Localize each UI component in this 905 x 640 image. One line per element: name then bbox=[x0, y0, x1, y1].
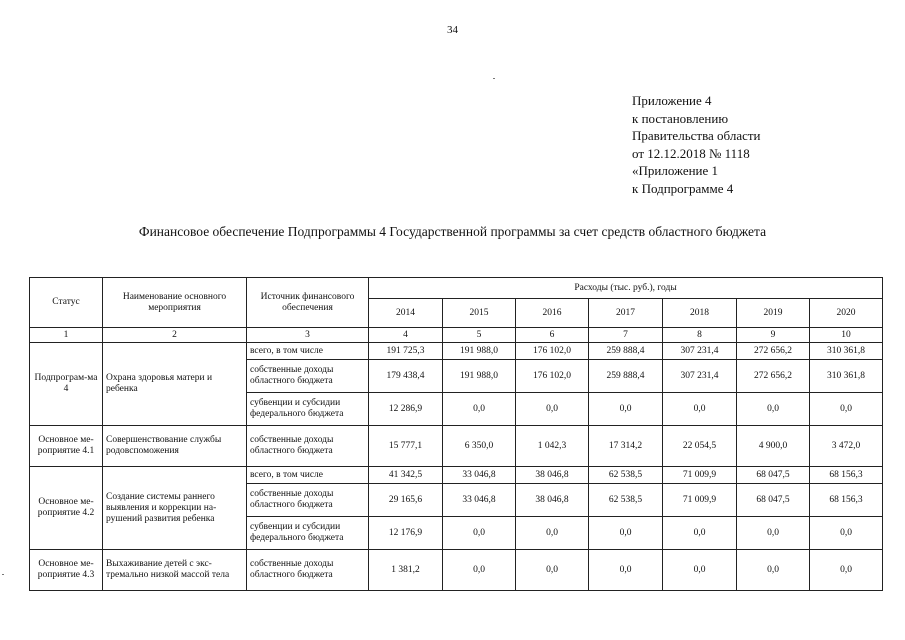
expense-value-cell: 6 350,0 bbox=[443, 426, 516, 467]
funding-source-cell: собственные доходы областного бюджета bbox=[247, 426, 369, 467]
funding-source-cell: субвенции и субсидии федерального бюджета bbox=[247, 393, 369, 426]
appendix-line: Приложение 4 bbox=[632, 93, 712, 108]
column-index: 7 bbox=[589, 328, 663, 343]
expense-value-cell: 17 314,2 bbox=[589, 426, 663, 467]
expense-value-cell: 310 361,8 bbox=[810, 343, 883, 360]
financing-table bbox=[29, 277, 883, 591]
appendix-line: от 12.12.2018 № 1118 bbox=[632, 145, 750, 161]
header-year: 2015 bbox=[443, 299, 516, 328]
expense-value-cell: 4 900,0 bbox=[737, 426, 810, 467]
expense-value-cell: 62 538,5 bbox=[589, 467, 663, 484]
event-name-cell: Выхаживание детей с экс-тремально низкой массой тела bbox=[103, 550, 247, 591]
column-index: 10 bbox=[810, 328, 883, 343]
header-event-name: Наименование основного мероприятия bbox=[103, 278, 247, 328]
event-name-cell: Охрана здоровья матери и ребенка bbox=[103, 343, 247, 426]
header-year: 2018 bbox=[663, 299, 737, 328]
funding-source-cell: собственные доходы областного бюджета bbox=[247, 550, 369, 591]
expense-value-cell: 22 054,5 bbox=[663, 426, 737, 467]
status-cell: Основное ме-роприятие 4.2 bbox=[30, 467, 103, 550]
expense-value-cell: 307 231,4 bbox=[663, 360, 737, 393]
expense-value-cell: 33 046,8 bbox=[443, 467, 516, 484]
expense-value-cell: 0,0 bbox=[663, 550, 737, 591]
expense-value-cell: 62 538,5 bbox=[589, 484, 663, 517]
expense-value-cell: 68 047,5 bbox=[737, 467, 810, 484]
header-year: 2017 bbox=[589, 299, 663, 328]
expense-value-cell: 0,0 bbox=[737, 517, 810, 550]
column-index: 4 bbox=[369, 328, 443, 343]
expense-value-cell: 0,0 bbox=[516, 393, 589, 426]
expense-value-cell: 191 988,0 bbox=[443, 343, 516, 360]
expense-value-cell: 0,0 bbox=[589, 517, 663, 550]
expense-value-cell: 179 438,4 bbox=[369, 360, 443, 393]
page-number: 34 bbox=[447, 24, 458, 36]
event-name-cell: Создание системы раннего выявления и коррекции на-рушений развития ребенка bbox=[103, 467, 247, 550]
funding-source-cell: субвенции и субсидии федерального бюджета bbox=[247, 517, 369, 550]
funding-source-cell: собственные доходы областного бюджета bbox=[247, 360, 369, 393]
expense-value-cell: 38 046,8 bbox=[516, 484, 589, 517]
expense-value-cell: 41 342,5 bbox=[369, 467, 443, 484]
column-index: 1 bbox=[30, 328, 103, 343]
header-status: Статус bbox=[30, 278, 103, 328]
expense-value-cell: 272 656,2 bbox=[737, 360, 810, 393]
expense-value-cell: 1 042,3 bbox=[516, 426, 589, 467]
expense-value-cell: 310 361,8 bbox=[810, 360, 883, 393]
expense-value-cell: 176 102,0 bbox=[516, 360, 589, 393]
table-body bbox=[30, 328, 883, 591]
scan-speck bbox=[493, 78, 495, 79]
table-row bbox=[30, 426, 883, 467]
appendix-line: Правительства области bbox=[632, 128, 761, 143]
column-index: 9 bbox=[737, 328, 810, 343]
expense-value-cell: 12 176,9 bbox=[369, 517, 443, 550]
expense-value-cell: 0,0 bbox=[516, 550, 589, 591]
header-funding-source: Источник финансового обеспечения bbox=[247, 278, 369, 328]
column-index: 2 bbox=[103, 328, 247, 343]
status-cell: Подпрограм-ма 4 bbox=[30, 343, 103, 426]
column-index: 5 bbox=[443, 328, 516, 343]
column-index-row bbox=[30, 328, 883, 343]
expense-value-cell: 191 725,3 bbox=[369, 343, 443, 360]
expense-value-cell: 0,0 bbox=[516, 517, 589, 550]
header-year: 2016 bbox=[516, 299, 589, 328]
expense-value-cell: 12 286,9 bbox=[369, 393, 443, 426]
table-row bbox=[30, 550, 883, 591]
expense-value-cell: 191 988,0 bbox=[443, 360, 516, 393]
funding-source-cell: всего, в том числе bbox=[247, 467, 369, 484]
appendix-line: «Приложение 1 bbox=[632, 163, 719, 178]
header-year: 2014 bbox=[369, 299, 443, 328]
expense-value-cell: 176 102,0 bbox=[516, 343, 589, 360]
appendix-line: к постановлению bbox=[632, 110, 729, 126]
table-row bbox=[30, 343, 883, 360]
header-year: 2019 bbox=[737, 299, 810, 328]
expense-value-cell: 0,0 bbox=[810, 517, 883, 550]
expense-value-cell: 0,0 bbox=[443, 550, 516, 591]
expense-value-cell: 68 156,3 bbox=[810, 484, 883, 517]
column-index: 3 bbox=[247, 328, 369, 343]
expense-value-cell: 259 888,4 bbox=[589, 360, 663, 393]
expense-value-cell: 259 888,4 bbox=[589, 343, 663, 360]
expense-value-cell: 29 165,6 bbox=[369, 484, 443, 517]
status-cell: Основное ме-роприятие 4.3 bbox=[30, 550, 103, 591]
expense-value-cell: 0,0 bbox=[737, 393, 810, 426]
funding-source-cell: собственные доходы областного бюджета bbox=[247, 484, 369, 517]
expense-value-cell: 0,0 bbox=[810, 550, 883, 591]
event-name-cell: Совершенствование службы родовспоможения bbox=[103, 426, 247, 467]
expense-value-cell: 0,0 bbox=[443, 393, 516, 426]
expense-value-cell: 0,0 bbox=[589, 393, 663, 426]
expense-value-cell: 0,0 bbox=[589, 550, 663, 591]
table-row bbox=[30, 467, 883, 484]
expense-value-cell: 307 231,4 bbox=[663, 343, 737, 360]
expense-value-cell: 1 381,2 bbox=[369, 550, 443, 591]
expense-value-cell: 3 472,0 bbox=[810, 426, 883, 467]
document-title: Финансовое обеспечение Подпрограммы 4 Государственной программы за счет средств областного бюджета bbox=[138, 224, 767, 239]
expense-value-cell: 71 009,9 bbox=[663, 484, 737, 517]
expense-value-cell: 68 047,5 bbox=[737, 484, 810, 517]
expense-value-cell: 0,0 bbox=[443, 517, 516, 550]
header-year: 2020 bbox=[810, 299, 883, 328]
expense-value-cell: 0,0 bbox=[810, 393, 883, 426]
scan-speck bbox=[2, 574, 4, 575]
expense-value-cell: 0,0 bbox=[737, 550, 810, 591]
funding-source-cell: всего, в том числе bbox=[247, 343, 369, 360]
expense-value-cell: 38 046,8 bbox=[516, 467, 589, 484]
column-index: 6 bbox=[516, 328, 589, 343]
expense-value-cell: 15 777,1 bbox=[369, 426, 443, 467]
expense-value-cell: 33 046,8 bbox=[443, 484, 516, 517]
header-expenses: Расходы (тыс. руб.), годы bbox=[369, 278, 883, 299]
expense-value-cell: 0,0 bbox=[663, 517, 737, 550]
status-cell: Основное ме-роприятие 4.1 bbox=[30, 426, 103, 467]
column-index: 8 bbox=[663, 328, 737, 343]
expense-value-cell: 71 009,9 bbox=[663, 467, 737, 484]
appendix-line: к Подпрограмме 4 bbox=[632, 180, 734, 196]
expense-value-cell: 68 156,3 bbox=[810, 467, 883, 484]
expense-value-cell: 272 656,2 bbox=[737, 343, 810, 360]
appendix-block bbox=[632, 92, 761, 197]
expense-value-cell: 0,0 bbox=[663, 393, 737, 426]
